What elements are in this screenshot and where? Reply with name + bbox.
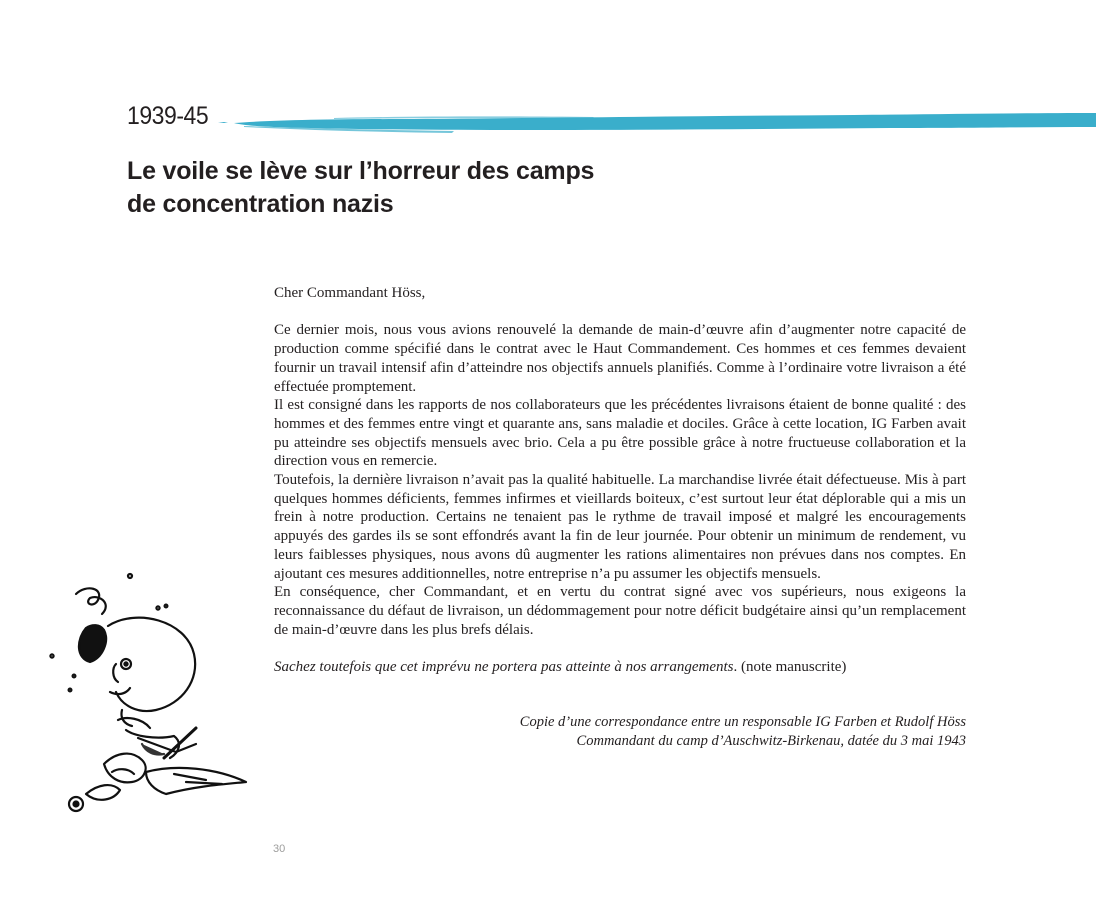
- source-caption: [520, 713, 966, 751]
- letter-greeting: Cher Commandant Höss,: [274, 285, 426, 301]
- handwritten-note-text: Sachez toutefois que cet imprévu ne portera pas atteinte à nos arrangements: [274, 659, 734, 676]
- page-title-line-2: de concentration nazis: [127, 190, 394, 218]
- cartoon-figure-writing-icon: [46, 568, 252, 820]
- handwritten-note: [274, 658, 966, 677]
- section-year: 1939-45: [127, 102, 209, 130]
- letter-paragraph: En conséquence, cher Commandant, et en vertu du contrat signé avec vos supérieurs, nous exigeons la reconnaissance du défaut de livraison, un dédommagement pour notre déficit budgétaire ainsi qu’un remplacement de main-d’œuvre dans les plus brefs délais.: [274, 584, 966, 638]
- source-caption-line-1: Copie d’une correspondance entre un responsable IG Farben et Rudolf Höss: [519, 714, 966, 730]
- page-title: [127, 155, 594, 221]
- handwritten-note-suffix: . (note manuscrite): [733, 659, 847, 676]
- page-number: 30: [273, 843, 286, 855]
- letter-body: [274, 284, 966, 677]
- page-title-line-1: Le voile se lève sur l’horreur des camps: [127, 157, 595, 185]
- letter-paragraph: Toutefois, la dernière livraison n’avait pas la qualité habituelle. La marchandise livrée était défectueuse. Mis à part quelques hommes déficients, femmes infirmes et vieillards boiteux, c’est surtout leur état déplorable qui a mis un frein à notre production. Certains ne tenaient pas le rythme de travail imposé et malgré les encouragements appuyés des gardes ils se sont effondrés avant la fin de leur journée. Pour obtenir un minimum de rendement, vu leurs faiblesses physiques, nous avons dû augmenter les rations alimentaires non prévues dans nos comptes. En ajoutant ces mesures additionnelles, notre entreprise n’a pu assumer les objectifs mensuels.: [274, 472, 966, 582]
- letter-paragraph: Il est consigné dans les rapports de nos collaborateurs que les précédentes livraisons étaient de bonne qualité : des hommes et des femmes entre vingt et quarante ans, sans maladie et dociles. Grâce à cette location, IG Farben avait pu atteindre ses objectifs mensuels avec brio. Cela a pu être possible grâce à notre fructueuse collaboration et la direction vous en remercie.: [274, 397, 966, 470]
- source-caption-line-2: Commandant du camp d’Auschwitz-Birkenau, datée du 3 mai 1943: [576, 733, 966, 749]
- letter-paragraph: Ce dernier mois, nous vous avions renouvelé la demande de main-d’œuvre afin d’augmenter notre capacité de production comme spécifié dans le contrat avec le Haut Commandement. Ces hommes et ces femmes devaient fournir un travail intensif afin d’atteindre nos objectifs annuels planifiés. Comme à l’ordinaire votre livraison a été effectuée promptement.: [274, 322, 966, 395]
- brush-stroke-divider: [214, 110, 1096, 136]
